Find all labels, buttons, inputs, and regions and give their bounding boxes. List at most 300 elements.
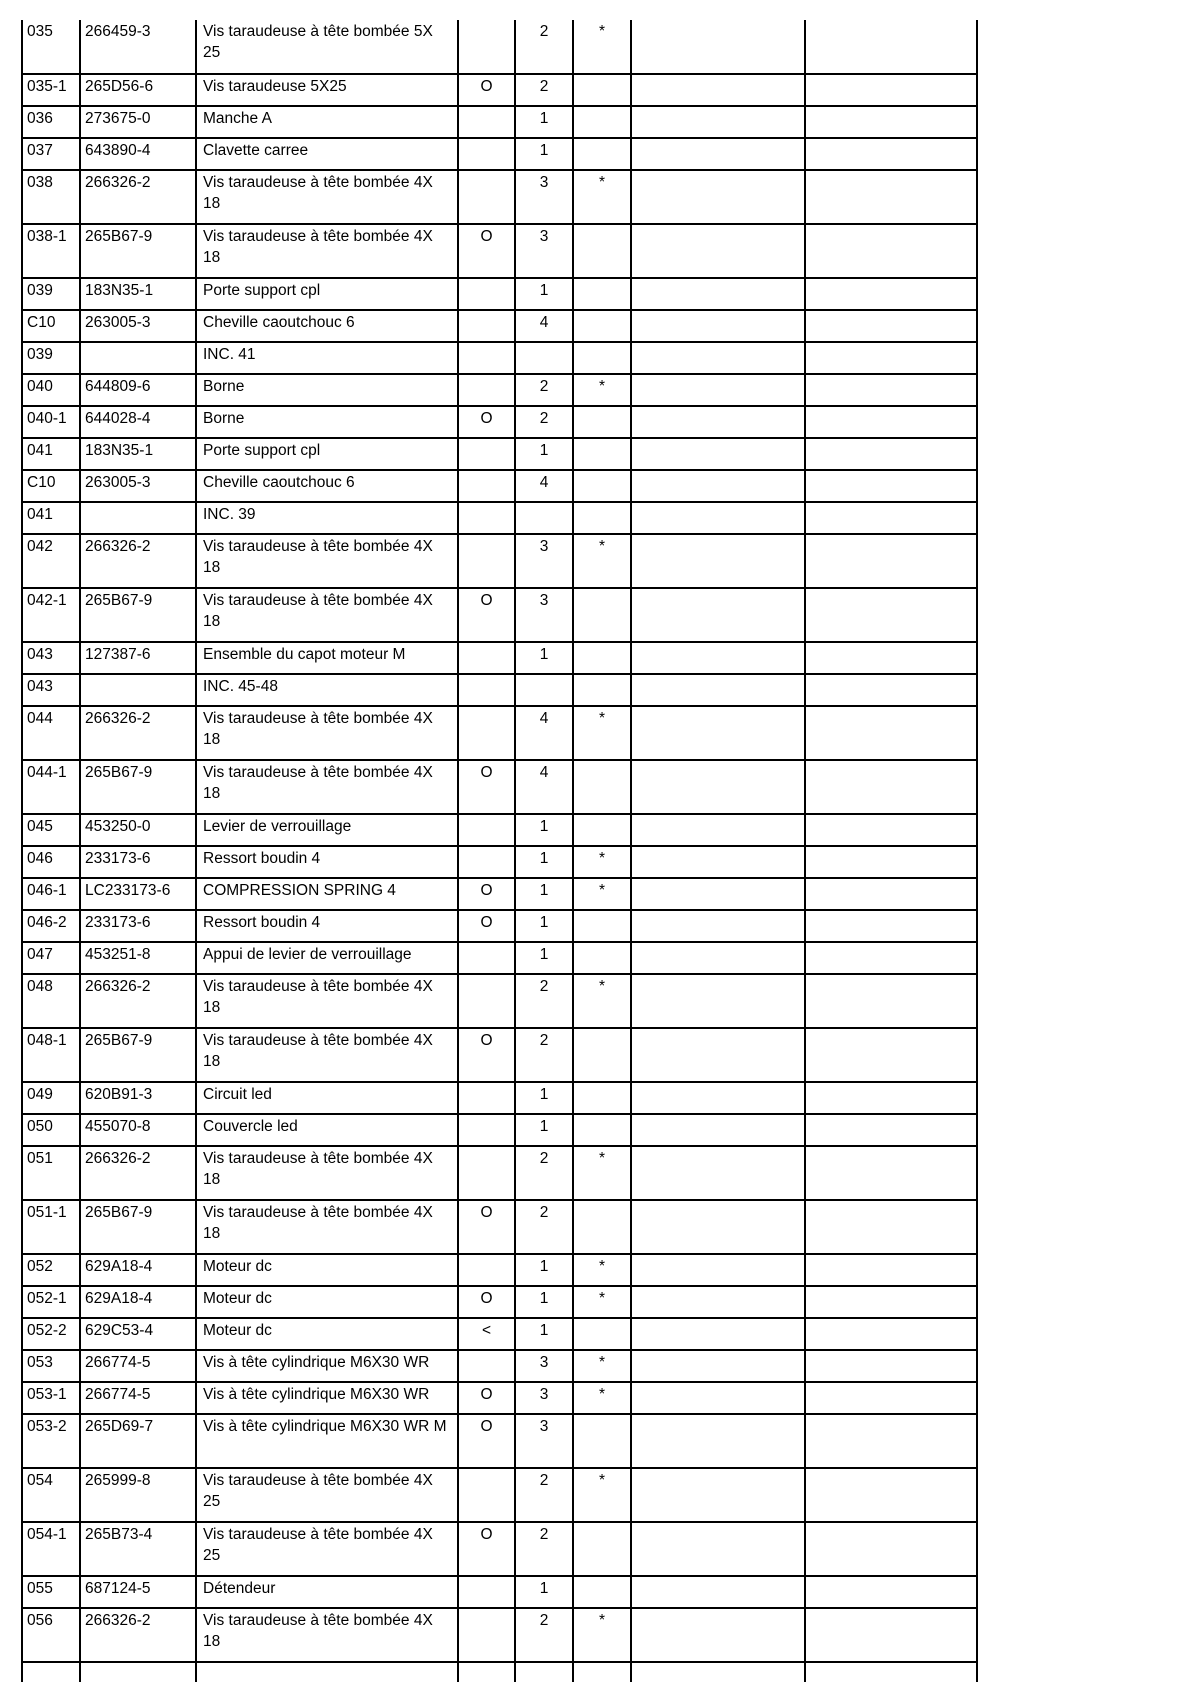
empty-cell xyxy=(805,74,977,106)
part-number-cell: 643890-4 xyxy=(80,138,196,170)
note-mark-cell xyxy=(573,502,631,534)
description-cell: Cheville caoutchouc 6 xyxy=(196,310,458,342)
part-number-cell: 644809-6 xyxy=(80,374,196,406)
option-cell xyxy=(458,438,515,470)
part-number-cell: 183N35-1 xyxy=(80,438,196,470)
quantity-cell: 4 xyxy=(515,706,573,760)
item-number-cell: 038-1 xyxy=(22,224,80,278)
empty-cell xyxy=(805,1318,977,1350)
part-number-cell: 263005-3 xyxy=(80,470,196,502)
empty-cell xyxy=(805,342,977,374)
note-mark-cell xyxy=(573,1318,631,1350)
note-mark-cell: * xyxy=(573,170,631,224)
note-mark-cell: * xyxy=(573,878,631,910)
empty-cell xyxy=(631,1662,805,1682)
quantity-cell: 1 xyxy=(515,278,573,310)
note-mark-cell xyxy=(573,106,631,138)
description-cell: Borne xyxy=(196,406,458,438)
option-cell xyxy=(458,642,515,674)
empty-cell xyxy=(631,1608,805,1662)
note-mark-cell: * xyxy=(573,1254,631,1286)
option-cell xyxy=(458,974,515,1028)
quantity-cell: 2 xyxy=(515,974,573,1028)
item-number-cell: 041 xyxy=(22,502,80,534)
item-number-cell: 053-2 xyxy=(22,1414,80,1468)
empty-cell xyxy=(805,170,977,224)
item-number-cell: 043 xyxy=(22,674,80,706)
empty-cell xyxy=(805,1662,977,1682)
empty-cell xyxy=(573,1662,631,1682)
table-row xyxy=(22,374,977,406)
quantity-cell: 3 xyxy=(515,588,573,642)
table-row xyxy=(22,942,977,974)
empty-cell xyxy=(805,1254,977,1286)
empty-cell xyxy=(631,1286,805,1318)
empty-cell xyxy=(805,374,977,406)
item-number-cell: 053-1 xyxy=(22,1382,80,1414)
part-number-cell: 263005-3 xyxy=(80,310,196,342)
table-row xyxy=(22,106,977,138)
table-row xyxy=(22,502,977,534)
part-number-cell: 687124-5 xyxy=(80,1576,196,1608)
description-cell: Vis taraudeuse à tête bombée 4X 18 xyxy=(196,1608,458,1662)
part-number-cell: 233173-6 xyxy=(80,846,196,878)
item-number-cell: 046-1 xyxy=(22,878,80,910)
empty-cell xyxy=(805,1082,977,1114)
option-cell: O xyxy=(458,878,515,910)
option-cell xyxy=(458,1146,515,1200)
description-cell: Vis taraudeuse à tête bombée 4X 18 xyxy=(196,760,458,814)
empty-cell xyxy=(631,534,805,588)
parts-table-body xyxy=(22,20,977,1682)
empty-cell xyxy=(805,470,977,502)
part-number-cell: 453251-8 xyxy=(80,942,196,974)
description-cell: Vis taraudeuse à tête bombée 4X 25 xyxy=(196,1468,458,1522)
item-number-cell: 035-1 xyxy=(22,74,80,106)
description-cell: Couvercle led xyxy=(196,1114,458,1146)
empty-cell xyxy=(805,138,977,170)
table-row xyxy=(22,706,977,760)
empty-cell xyxy=(631,374,805,406)
part-number-cell: 265999-8 xyxy=(80,1468,196,1522)
note-mark-cell: * xyxy=(573,846,631,878)
table-row-continued xyxy=(22,1662,977,1682)
quantity-cell: 1 xyxy=(515,1286,573,1318)
empty-cell xyxy=(805,814,977,846)
item-number-cell: 049 xyxy=(22,1082,80,1114)
note-mark-cell xyxy=(573,438,631,470)
quantity-cell: 2 xyxy=(515,406,573,438)
part-number-cell: 266326-2 xyxy=(80,170,196,224)
empty-cell xyxy=(805,534,977,588)
empty-cell xyxy=(631,1468,805,1522)
note-mark-cell xyxy=(573,1082,631,1114)
note-mark-cell xyxy=(573,1576,631,1608)
table-row xyxy=(22,588,977,642)
option-cell: O xyxy=(458,1414,515,1468)
description-cell: Vis taraudeuse à tête bombée 4X 18 xyxy=(196,170,458,224)
empty-cell xyxy=(631,846,805,878)
quantity-cell: 1 xyxy=(515,138,573,170)
empty-cell xyxy=(631,1382,805,1414)
description-cell: Levier de verrouillage xyxy=(196,814,458,846)
item-number-cell: 050 xyxy=(22,1114,80,1146)
quantity-cell: 2 xyxy=(515,1608,573,1662)
description-cell: Moteur dc xyxy=(196,1286,458,1318)
empty-cell xyxy=(631,170,805,224)
empty-cell xyxy=(631,642,805,674)
quantity-cell xyxy=(515,502,573,534)
note-mark-cell xyxy=(573,74,631,106)
quantity-cell: 1 xyxy=(515,1254,573,1286)
quantity-cell: 4 xyxy=(515,310,573,342)
table-row xyxy=(22,138,977,170)
option-cell: O xyxy=(458,224,515,278)
quantity-cell: 2 xyxy=(515,1146,573,1200)
description-cell: Ensemble du capot moteur M xyxy=(196,642,458,674)
description-cell: INC. 41 xyxy=(196,342,458,374)
empty-cell xyxy=(805,1200,977,1254)
note-mark-cell: * xyxy=(573,1382,631,1414)
table-row xyxy=(22,1114,977,1146)
option-cell xyxy=(458,1082,515,1114)
empty-cell xyxy=(631,814,805,846)
part-number-cell: 265B67-9 xyxy=(80,1028,196,1082)
item-number-cell: 048-1 xyxy=(22,1028,80,1082)
part-number-cell: 233173-6 xyxy=(80,910,196,942)
option-cell xyxy=(458,706,515,760)
note-mark-cell xyxy=(573,224,631,278)
part-number-cell: 455070-8 xyxy=(80,1114,196,1146)
item-number-cell: 048 xyxy=(22,974,80,1028)
table-row xyxy=(22,1576,977,1608)
parts-table xyxy=(21,20,978,1682)
empty-cell xyxy=(458,1662,515,1682)
empty-cell xyxy=(805,310,977,342)
quantity-cell: 1 xyxy=(515,846,573,878)
empty-cell xyxy=(631,588,805,642)
quantity-cell: 1 xyxy=(515,1576,573,1608)
empty-cell xyxy=(805,1146,977,1200)
part-number-cell: 183N35-1 xyxy=(80,278,196,310)
table-row xyxy=(22,1146,977,1200)
quantity-cell: 2 xyxy=(515,74,573,106)
empty-cell xyxy=(631,1146,805,1200)
option-cell xyxy=(458,1350,515,1382)
description-cell: Borne xyxy=(196,374,458,406)
table-row xyxy=(22,1254,977,1286)
empty-cell xyxy=(631,706,805,760)
item-number-cell: 051 xyxy=(22,1146,80,1200)
item-number-cell: 046-2 xyxy=(22,910,80,942)
part-number-cell: 266326-2 xyxy=(80,534,196,588)
part-number-cell: 266326-2 xyxy=(80,706,196,760)
part-number-cell: 273675-0 xyxy=(80,106,196,138)
table-row xyxy=(22,278,977,310)
quantity-cell: 1 xyxy=(515,438,573,470)
option-cell: O xyxy=(458,588,515,642)
part-number-cell: 266774-5 xyxy=(80,1382,196,1414)
quantity-cell xyxy=(515,342,573,374)
part-number-cell: 629C53-4 xyxy=(80,1318,196,1350)
option-cell xyxy=(458,846,515,878)
description-cell: Vis à tête cylindrique M6X30 WR xyxy=(196,1382,458,1414)
option-cell: O xyxy=(458,1286,515,1318)
description-cell: Vis à tête cylindrique M6X30 WR M xyxy=(196,1414,458,1468)
part-number-cell: 265B67-9 xyxy=(80,588,196,642)
note-mark-cell xyxy=(573,342,631,374)
note-mark-cell: * xyxy=(573,374,631,406)
part-number-cell: 453250-0 xyxy=(80,814,196,846)
item-number-cell: 043 xyxy=(22,642,80,674)
empty-cell xyxy=(805,674,977,706)
description-cell: COMPRESSION SPRING 4 xyxy=(196,878,458,910)
table-row xyxy=(22,470,977,502)
empty-cell xyxy=(805,878,977,910)
part-number-cell: 265D69-7 xyxy=(80,1414,196,1468)
empty-cell xyxy=(805,224,977,278)
description-cell: Manche A xyxy=(196,106,458,138)
quantity-cell: 3 xyxy=(515,224,573,278)
item-number-cell: 036 xyxy=(22,106,80,138)
empty-cell xyxy=(631,878,805,910)
option-cell xyxy=(458,814,515,846)
table-row xyxy=(22,1318,977,1350)
table-row xyxy=(22,224,977,278)
table-row xyxy=(22,1414,977,1468)
quantity-cell: 2 xyxy=(515,20,573,74)
option-cell xyxy=(458,942,515,974)
item-number-cell: 041 xyxy=(22,438,80,470)
note-mark-cell: * xyxy=(573,20,631,74)
empty-cell xyxy=(631,1082,805,1114)
quantity-cell: 3 xyxy=(515,170,573,224)
note-mark-cell xyxy=(573,910,631,942)
empty-cell xyxy=(631,224,805,278)
option-cell xyxy=(458,534,515,588)
empty-cell xyxy=(805,642,977,674)
empty-cell xyxy=(631,1414,805,1468)
empty-cell xyxy=(805,588,977,642)
empty-cell xyxy=(631,278,805,310)
empty-cell xyxy=(631,74,805,106)
empty-cell xyxy=(805,278,977,310)
note-mark-cell xyxy=(573,588,631,642)
option-cell xyxy=(458,1468,515,1522)
empty-cell xyxy=(631,470,805,502)
description-cell: Ressort boudin 4 xyxy=(196,846,458,878)
empty-cell xyxy=(631,1318,805,1350)
item-number-cell: 044-1 xyxy=(22,760,80,814)
table-row xyxy=(22,814,977,846)
item-number-cell: 042 xyxy=(22,534,80,588)
empty-cell xyxy=(805,438,977,470)
item-number-cell: C10 xyxy=(22,470,80,502)
empty-cell xyxy=(631,406,805,438)
empty-cell xyxy=(631,502,805,534)
note-mark-cell xyxy=(573,1522,631,1576)
option-cell xyxy=(458,1608,515,1662)
empty-cell xyxy=(805,1468,977,1522)
empty-cell xyxy=(805,910,977,942)
empty-cell xyxy=(631,1254,805,1286)
quantity-cell: 1 xyxy=(515,1318,573,1350)
description-cell: Ressort boudin 4 xyxy=(196,910,458,942)
quantity-cell: 3 xyxy=(515,534,573,588)
empty-cell xyxy=(631,1350,805,1382)
description-cell: Vis taraudeuse à tête bombée 4X 18 xyxy=(196,706,458,760)
option-cell xyxy=(458,1114,515,1146)
empty-cell xyxy=(631,1114,805,1146)
table-row xyxy=(22,170,977,224)
part-number-cell: 266326-2 xyxy=(80,1608,196,1662)
empty-cell xyxy=(805,1576,977,1608)
description-cell: Vis taraudeuse à tête bombée 4X 18 xyxy=(196,1200,458,1254)
empty-cell xyxy=(631,910,805,942)
item-number-cell: 056 xyxy=(22,1608,80,1662)
note-mark-cell xyxy=(573,1114,631,1146)
note-mark-cell xyxy=(573,942,631,974)
part-number-cell xyxy=(80,502,196,534)
quantity-cell: 2 xyxy=(515,1522,573,1576)
description-cell: Moteur dc xyxy=(196,1254,458,1286)
item-number-cell: 052 xyxy=(22,1254,80,1286)
item-number-cell: 055 xyxy=(22,1576,80,1608)
note-mark-cell xyxy=(573,470,631,502)
option-cell: O xyxy=(458,1382,515,1414)
empty-cell xyxy=(631,138,805,170)
part-number-cell: LC233173-6 xyxy=(80,878,196,910)
quantity-cell: 3 xyxy=(515,1350,573,1382)
description-cell: Moteur dc xyxy=(196,1318,458,1350)
empty-cell xyxy=(631,974,805,1028)
empty-cell xyxy=(805,942,977,974)
part-number-cell: 629A18-4 xyxy=(80,1286,196,1318)
quantity-cell: 1 xyxy=(515,942,573,974)
empty-cell xyxy=(631,1028,805,1082)
empty-cell xyxy=(805,1382,977,1414)
option-cell: O xyxy=(458,1200,515,1254)
part-number-cell: 266459-3 xyxy=(80,20,196,74)
quantity-cell: 1 xyxy=(515,642,573,674)
empty-cell xyxy=(631,674,805,706)
option-cell xyxy=(458,470,515,502)
description-cell: Clavette carree xyxy=(196,138,458,170)
note-mark-cell: * xyxy=(573,1608,631,1662)
part-number-cell: 265B67-9 xyxy=(80,760,196,814)
part-number-cell: 629A18-4 xyxy=(80,1254,196,1286)
table-row xyxy=(22,1468,977,1522)
empty-cell xyxy=(22,1662,80,1682)
item-number-cell: 051-1 xyxy=(22,1200,80,1254)
empty-cell xyxy=(631,438,805,470)
note-mark-cell: * xyxy=(573,1146,631,1200)
quantity-cell: 1 xyxy=(515,910,573,942)
note-mark-cell xyxy=(573,814,631,846)
table-row xyxy=(22,910,977,942)
empty-cell xyxy=(805,20,977,74)
description-cell: Vis taraudeuse à tête bombée 4X 18 xyxy=(196,588,458,642)
note-mark-cell xyxy=(573,1028,631,1082)
part-number-cell: 265D56-6 xyxy=(80,74,196,106)
table-row xyxy=(22,674,977,706)
table-row xyxy=(22,1350,977,1382)
item-number-cell: 046 xyxy=(22,846,80,878)
option-cell xyxy=(458,170,515,224)
note-mark-cell xyxy=(573,1414,631,1468)
part-number-cell: 265B67-9 xyxy=(80,1200,196,1254)
table-row xyxy=(22,1608,977,1662)
empty-cell xyxy=(805,406,977,438)
empty-cell xyxy=(631,1200,805,1254)
option-cell: O xyxy=(458,910,515,942)
empty-cell xyxy=(80,1662,196,1682)
option-cell: O xyxy=(458,760,515,814)
part-number-cell: 266774-5 xyxy=(80,1350,196,1382)
item-number-cell: 039 xyxy=(22,278,80,310)
description-cell: Vis taraudeuse à tête bombée 4X 25 xyxy=(196,1522,458,1576)
empty-cell xyxy=(805,502,977,534)
table-row xyxy=(22,406,977,438)
empty-cell xyxy=(805,706,977,760)
description-cell: Circuit led xyxy=(196,1082,458,1114)
empty-cell xyxy=(805,1414,977,1468)
item-number-cell: 045 xyxy=(22,814,80,846)
quantity-cell: 2 xyxy=(515,374,573,406)
table-row xyxy=(22,20,977,74)
part-number-cell xyxy=(80,674,196,706)
option-cell xyxy=(458,278,515,310)
option-cell xyxy=(458,374,515,406)
description-cell: Vis à tête cylindrique M6X30 WR xyxy=(196,1350,458,1382)
empty-cell xyxy=(805,846,977,878)
empty-cell xyxy=(631,342,805,374)
empty-cell xyxy=(805,1286,977,1318)
empty-cell xyxy=(631,20,805,74)
quantity-cell: 2 xyxy=(515,1200,573,1254)
item-number-cell: 054-1 xyxy=(22,1522,80,1576)
empty-cell xyxy=(805,974,977,1028)
description-cell: Vis taraudeuse à tête bombée 4X 18 xyxy=(196,1146,458,1200)
option-cell xyxy=(458,502,515,534)
description-cell: INC. 45-48 xyxy=(196,674,458,706)
description-cell: Vis taraudeuse à tête bombée 4X 18 xyxy=(196,224,458,278)
note-mark-cell: * xyxy=(573,1468,631,1522)
note-mark-cell xyxy=(573,1200,631,1254)
empty-cell xyxy=(805,1114,977,1146)
quantity-cell: 1 xyxy=(515,1082,573,1114)
empty-cell xyxy=(805,1522,977,1576)
description-cell: Vis taraudeuse à tête bombée 4X 18 xyxy=(196,974,458,1028)
note-mark-cell xyxy=(573,760,631,814)
note-mark-cell xyxy=(573,406,631,438)
empty-cell xyxy=(196,1662,458,1682)
description-cell: Vis taraudeuse à tête bombée 4X 18 xyxy=(196,1028,458,1082)
note-mark-cell xyxy=(573,310,631,342)
table-row xyxy=(22,1286,977,1318)
description-cell: Détendeur xyxy=(196,1576,458,1608)
item-number-cell: 042-1 xyxy=(22,588,80,642)
table-row xyxy=(22,760,977,814)
empty-cell xyxy=(631,942,805,974)
description-cell: Porte support cpl xyxy=(196,438,458,470)
part-number-cell: 266326-2 xyxy=(80,1146,196,1200)
table-row xyxy=(22,1382,977,1414)
part-number-cell: 644028-4 xyxy=(80,406,196,438)
description-cell: Vis taraudeuse à tête bombée 5X 25 xyxy=(196,20,458,74)
description-cell: Cheville caoutchouc 6 xyxy=(196,470,458,502)
description-cell: Porte support cpl xyxy=(196,278,458,310)
